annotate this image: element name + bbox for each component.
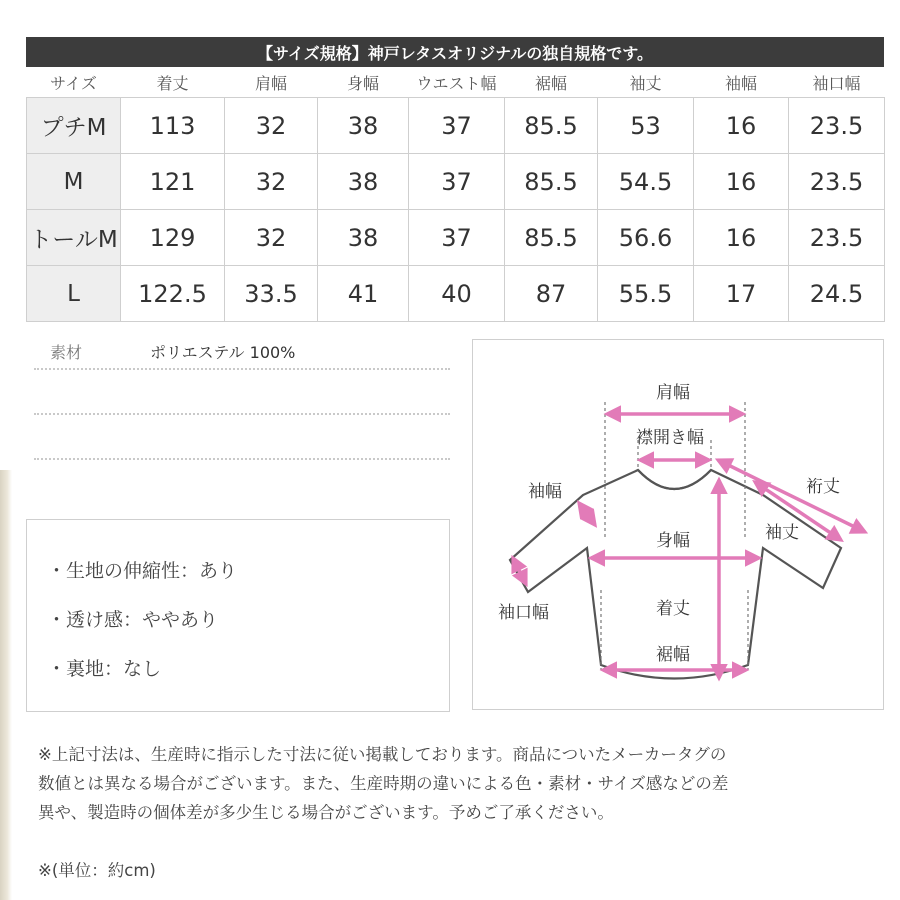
table-cell: 16 xyxy=(694,210,789,266)
table-cell: 23.5 xyxy=(789,154,885,210)
note-line: 異や、製造時の個体差が多少生じる場合がございます。予めご了承ください。 xyxy=(38,803,614,822)
table-row xyxy=(27,266,885,322)
table-cell: 56.6 xyxy=(598,210,694,266)
size-table xyxy=(26,67,885,322)
table-cell: 38 xyxy=(318,98,409,154)
header-sleeve-width: 袖幅 xyxy=(694,67,789,98)
size-spec-title: 【サイズ規格】神戸レタスオリジナルの独自規格です。 xyxy=(26,37,884,67)
garment-diagram xyxy=(473,340,883,709)
neckline-icon xyxy=(638,470,711,489)
dotted-divider xyxy=(34,413,450,415)
size-cell: プチM xyxy=(27,98,121,154)
hem-label: 裾幅 xyxy=(656,645,690,665)
sheerness-property: ・透け感：ややあり xyxy=(47,609,219,631)
body-width-label: 身幅 xyxy=(656,531,690,551)
shoulder-label: 肩幅 xyxy=(656,383,690,403)
table-cell: 55.5 xyxy=(598,266,694,322)
table-row xyxy=(27,98,885,154)
material-label: 素材 xyxy=(50,343,83,362)
table-header-row xyxy=(27,67,885,98)
table-cell: 16 xyxy=(694,98,789,154)
table-cell: 122.5 xyxy=(121,266,225,322)
stretch-property: ・生地の伸縮性：あり xyxy=(47,560,238,582)
neck-label: 襟開き幅 xyxy=(636,428,704,448)
cuff-label: 袖口幅 xyxy=(498,603,549,623)
table-cell: 16 xyxy=(694,154,789,210)
table-cell: 85.5 xyxy=(505,154,598,210)
table-cell: 33.5 xyxy=(225,266,318,322)
table-cell: 129 xyxy=(121,210,225,266)
material-section xyxy=(30,335,450,503)
yuki-label: 裄丈 xyxy=(806,477,840,497)
size-cell: L xyxy=(27,266,121,322)
table-cell: 53 xyxy=(598,98,694,154)
header-cuff: 袖口幅 xyxy=(789,67,885,98)
table-cell: 41 xyxy=(318,266,409,322)
table-cell: 24.5 xyxy=(789,266,885,322)
table-cell: 87 xyxy=(505,266,598,322)
unit-note: ※(単位：約cm) xyxy=(38,861,156,880)
table-cell: 113 xyxy=(121,98,225,154)
dotted-divider xyxy=(34,458,450,460)
table-cell: 54.5 xyxy=(598,154,694,210)
table-row xyxy=(27,210,885,266)
header-shoulder: 肩幅 xyxy=(225,67,318,98)
sleeve-width-arrow xyxy=(579,503,595,525)
table-cell: 32 xyxy=(225,98,318,154)
dotted-divider xyxy=(34,368,450,370)
table-cell: 37 xyxy=(409,98,505,154)
header-size: サイズ xyxy=(27,67,121,98)
table-cell: 38 xyxy=(318,210,409,266)
length-label: 着丈 xyxy=(656,599,690,619)
table-cell: 40 xyxy=(409,266,505,322)
table-cell: 23.5 xyxy=(789,98,885,154)
table-cell: 85.5 xyxy=(505,210,598,266)
table-cell: 38 xyxy=(318,154,409,210)
material-value: ポリエステル 100% xyxy=(150,343,296,362)
table-cell: 121 xyxy=(121,154,225,210)
header-hem: 裾幅 xyxy=(505,67,598,98)
table-cell: 37 xyxy=(409,154,505,210)
size-cell: M xyxy=(27,154,121,210)
sleeve-width-label: 袖幅 xyxy=(528,482,562,502)
fabric-properties-box xyxy=(26,519,450,712)
table-cell: 85.5 xyxy=(505,98,598,154)
left-edge-shadow xyxy=(0,470,12,900)
table-cell: 17 xyxy=(694,266,789,322)
lining-property: ・裏地：なし xyxy=(47,658,162,680)
table-cell: 23.5 xyxy=(789,210,885,266)
size-cell: トールM xyxy=(27,210,121,266)
table-cell: 32 xyxy=(225,210,318,266)
header-waist: ウエスト幅 xyxy=(409,67,505,98)
note-line: 数値とは異なる場合がございます。また、生産時期の違いによる色・素材・サイズ感などの差 xyxy=(38,774,729,793)
material-row xyxy=(30,335,450,368)
table-cell: 37 xyxy=(409,210,505,266)
notes xyxy=(38,740,878,827)
header-sleeve-length: 袖丈 xyxy=(598,67,694,98)
sleeve-length-label: 袖丈 xyxy=(765,523,799,543)
header-length: 着丈 xyxy=(121,67,225,98)
table-cell: 32 xyxy=(225,154,318,210)
table-row xyxy=(27,154,885,210)
measurement-diagram xyxy=(472,339,884,710)
yuki-arrow xyxy=(718,460,865,532)
header-body-width: 身幅 xyxy=(318,67,409,98)
note-line: ※上記寸法は、生産時に指示した寸法に従い掲載しております。商品についたメーカータグの xyxy=(38,745,727,764)
